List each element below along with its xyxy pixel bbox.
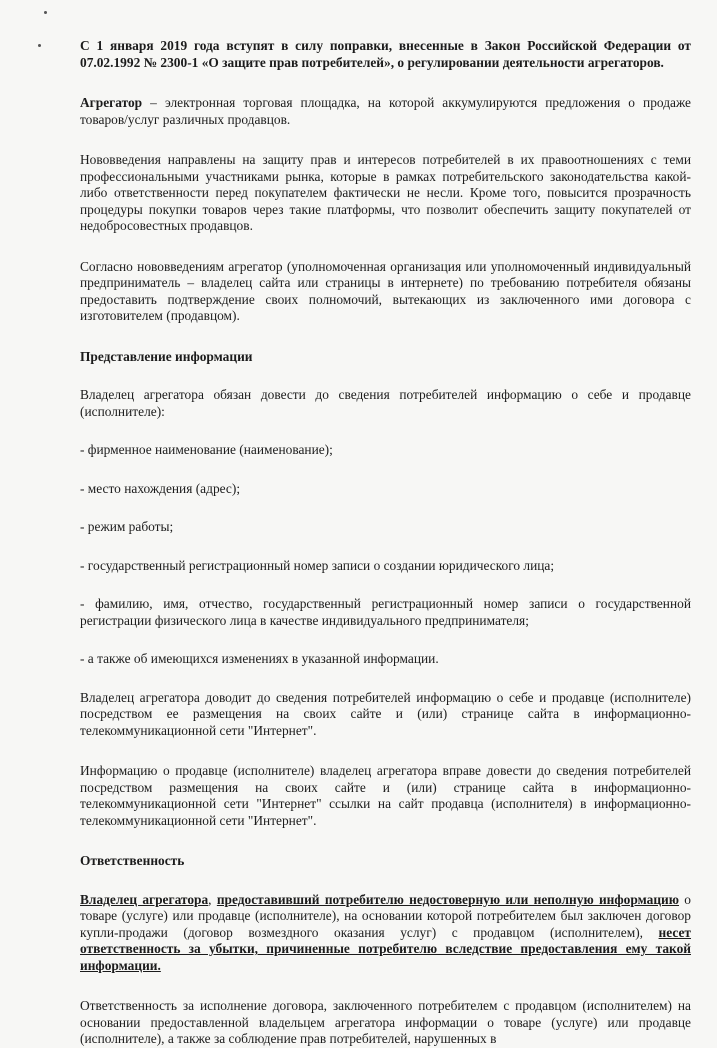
list-item: - фирменное наименование (наименование); <box>80 442 333 457</box>
responsibility-paragraph <box>80 892 691 975</box>
according-paragraph: Согласно нововведениям агрегатор (уполномоченная организация или уполномоченный индивидуальный предприниматель – владелец сайта или страницы в интернете) по требованию потребителя обязаны предоставить подтверждение своих полномочий, вытекающих из заключенного ими договора с изготовителем (продавцом). <box>80 258 691 323</box>
list-item: - режим работы; <box>80 519 174 534</box>
list-item: - государственный регистрационный номер записи о создании юридического лица; <box>80 557 555 573</box>
resp-bold-info: предоставивший потребителю недостоверную или неполную информацию <box>216 891 679 907</box>
definition-term: Агрегатор <box>80 95 143 110</box>
info-lead-paragraph: Владелец агрегатора обязан довести до сведения потребителей информацию о себе и продавце (исполнителе): <box>80 387 691 419</box>
section-heading-responsibility: Ответственность <box>80 853 185 868</box>
resp-plain-text: о товаре (услуге) или продавце (исполнителе), на основании которой потребителем был заключен договор купли-продажи (договор возмездного оказания услуг) с продавцом (исполнителем), <box>80 891 691 940</box>
scan-speck <box>44 11 47 14</box>
list-item: - место нахождения (адрес); <box>80 480 241 496</box>
intro-paragraph: С 1 января 2019 года вступят в силу поправки, внесенные в Закон Российской Федерации от 07.02.1992 № 2300-1 «О защите прав потребителей», о регулировании деятельности агрегаторов. <box>80 38 691 70</box>
contract-paragraph: Ответственность за исполнение договора, заключенного потребителем с продавцом (исполнителем) на основании предоставленной владельцем агрегатора информации о товаре (услуге) или продавце (исполнителе), а также за соблюдение прав потребителей, нарушенных в <box>80 998 691 1046</box>
resp-bold-owner: Владелец агрегатора <box>80 891 209 907</box>
definition-text: – электронная торговая площадка, на которой аккумулируются предложения о продаже товаров/услуг различных продавцов. <box>80 95 691 127</box>
resp-bold-liability: несет ответственность за убытки, причиненные потребителю вследствие предоставления ему такой информации. <box>80 924 691 973</box>
resp-separator: , <box>208 891 217 907</box>
definition-paragraph <box>80 95 691 128</box>
list-item: - а также об имеющихся изменениях в указанной информации. <box>80 651 439 666</box>
section-heading-info: Представление информации <box>80 348 253 364</box>
links-paragraph: Информацию о продавце (исполнителе) владелец агрегатора вправе довести до сведения потребителей посредством размещения на своих сайте и (или) странице сайта в информационно-телекоммуникационной сети "Интернет" ссылки на сайт продавца (исполнителя) в информационно-телекоммуникационной сети "Интернет". <box>80 763 691 828</box>
innovations-paragraph: Нововведения направлены на защиту прав и интересов потребителей в их правоотношениях с теми профессиональными участниками рынка, которые в рамках потребительского законодательства какой-либо ответственности перед покупателем фактически не несли. Кроме того, повысится прозрачность процедуры покупки товаров через такие платформы, что позволит обеспечить защиту покупателей от недобросовестных продавцов. <box>80 152 691 233</box>
list-item: - фамилию, имя, отчество, государственный регистрационный номер записи о государственной регистрации физического лица в качестве индивидуального предпринимателя; <box>80 596 691 628</box>
scan-speck <box>38 44 41 47</box>
site-paragraph: Владелец агрегатора доводит до сведения потребителей информацию о себе и продавце (исполнителе) посредством ее размещения на своих сайте и (или) странице сайта в информационно-телекоммуникационной сети "Интернет". <box>80 689 691 738</box>
